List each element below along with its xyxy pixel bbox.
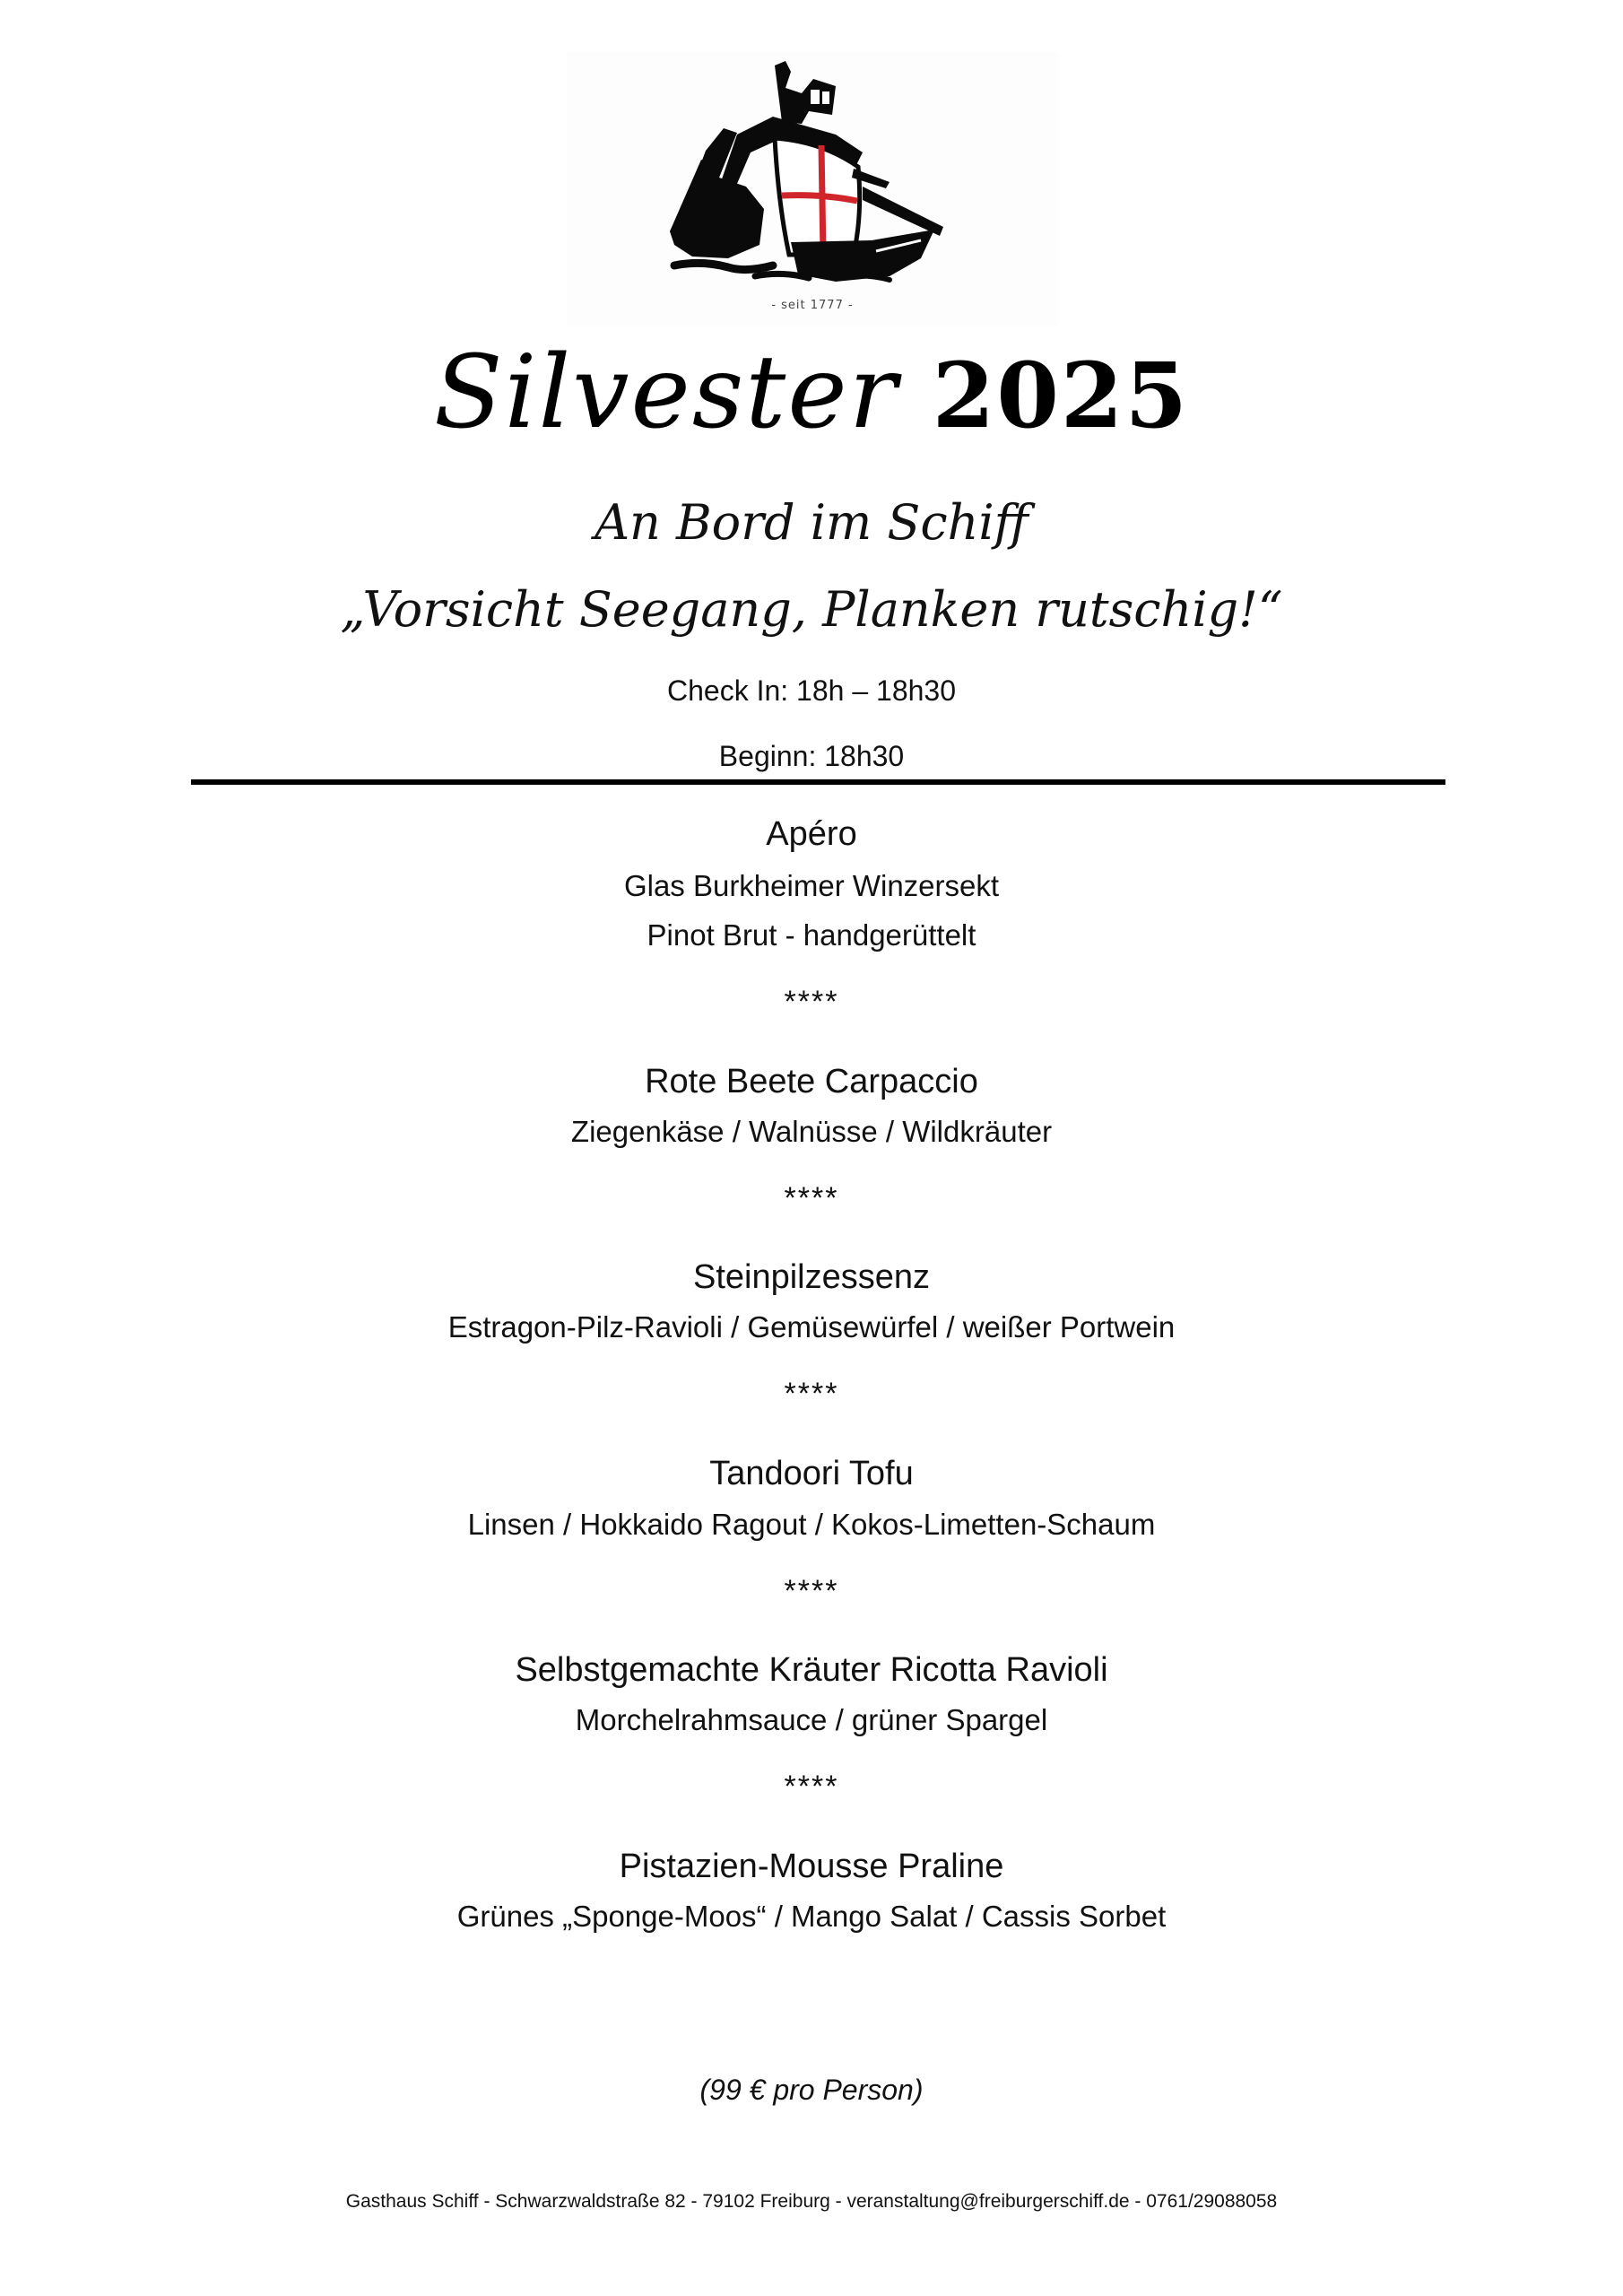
course-separator: **** <box>784 1181 839 1215</box>
course-title: Selbstgemachte Kräuter Ricotta Ravioli <box>515 1651 1108 1689</box>
course-title: Tandoori Tofu <box>709 1455 914 1492</box>
course-desc: Glas Burkheimer Winzersekt <box>623 869 1000 902</box>
begin-time: Beginn: 18h30 <box>718 740 905 772</box>
course-desc: Estragon-Pilz-Ravioli / Gemüsewürfel / weißer Portwein <box>447 1310 1176 1344</box>
price-per-person: (99 € pro Person) <box>699 2074 924 2106</box>
course-separator: **** <box>784 1770 839 1804</box>
check-in-time: Check In: 18h – 18h30 <box>666 674 956 707</box>
course-title: Steinpilzessenz <box>692 1258 931 1296</box>
title-word: Silvester <box>433 335 899 451</box>
logo <box>567 52 1058 326</box>
course-title: Rote Beete Carpaccio <box>645 1063 978 1100</box>
course-separator: **** <box>784 1574 839 1608</box>
course-desc: Morchelrahmsauce / grüner Spargel <box>575 1703 1048 1736</box>
footer-contact: Gasthaus Schiff - Schwarzwaldstraße 82 - 79102 Freiburg - veranstaltung@freiburgerschiff.de - 0761/29088058 <box>345 2191 1278 2212</box>
divider <box>191 779 1445 785</box>
course-desc: Grünes „Sponge-Moos“ / Mango Salat / Cassis Sorbet <box>456 1900 1167 1933</box>
page-title <box>0 330 1623 458</box>
course-separator: **** <box>784 985 839 1019</box>
course-title: Pistazien-Mousse Praline <box>619 1848 1004 1885</box>
course-desc: Pinot Brut - handgerüttelt <box>647 918 976 952</box>
motto: „Vorsicht Seegang, Planken rutschig!“ <box>340 581 1283 638</box>
ship-icon <box>567 52 1058 303</box>
course-desc: Linsen / Hokkaido Ragout / Kokos-Limetten-Schaum <box>467 1508 1156 1541</box>
course-title: Apéro <box>766 815 857 853</box>
logo-tagline: - seit 1777 - <box>771 299 854 312</box>
title-year: 2025 <box>932 343 1190 448</box>
subtitle: An Bord im Schiff <box>595 494 1028 551</box>
course-separator: **** <box>784 1377 839 1411</box>
course-desc: Ziegenkäse / Walnüsse / Wildkräuter <box>570 1115 1053 1148</box>
